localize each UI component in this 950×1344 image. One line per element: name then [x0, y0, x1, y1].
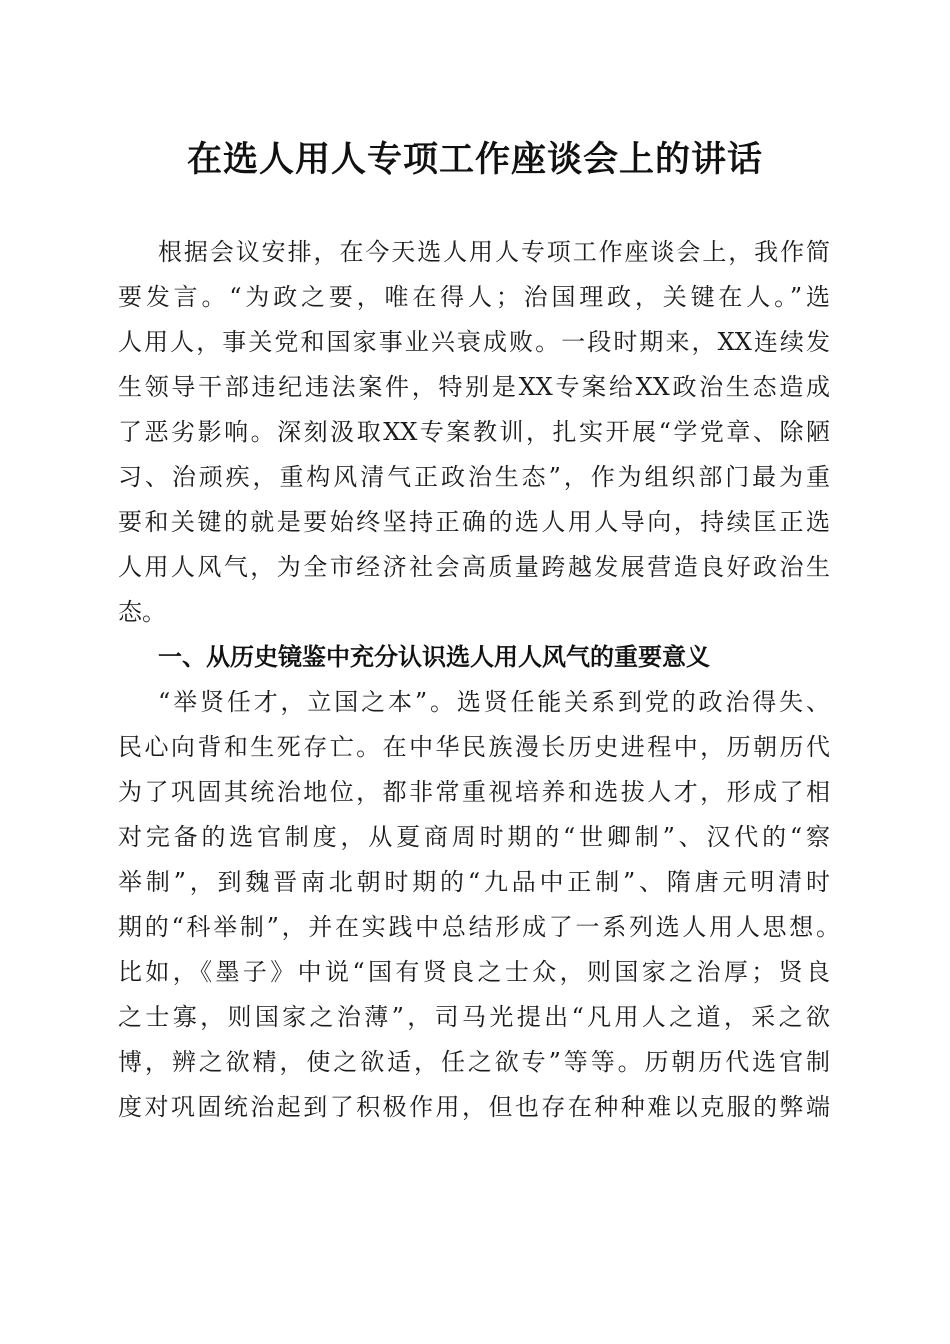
paragraph-line: 要发言。“为政之要，唯在得人；治国理政，关键在人。”选	[118, 283, 830, 311]
paragraph-line: 生领导干部违纪违法案件，特别是XX专案给XX政治生态造成	[118, 373, 830, 401]
paragraph-line: 博，辨之欲精，使之欲适，任之欲专”等等。历朝历代选官制	[118, 1048, 830, 1076]
document-title: 在选人用人专项工作座谈会上的讲话	[186, 139, 763, 180]
paragraph-line: 期的“科举制”，并在实践中总结形成了一系列选人用人思想。	[118, 913, 840, 941]
section-heading: 一、从历史镜鉴中充分认识选人用人风气的重要意义	[158, 643, 710, 671]
paragraph-line: 民心向背和生死存亡。在中华民族漫长历史进程中，历朝历代	[118, 733, 830, 761]
paragraph-line: 了恶劣影响。深刻汲取XX专案教训，扎实开展“学党章、除陋	[118, 418, 830, 446]
paragraph-line: 为了巩固其统治地位，都非常重视培养和选拔人才，形成了相	[118, 778, 830, 806]
paragraph-line: 举制”，到魏晋南北朝时期的“九品中正制”、隋唐元明清时	[118, 868, 830, 896]
paragraph-line: 态。	[118, 598, 166, 626]
paragraph-line: 之士寡，则国家之治薄”，司马光提出“凡用人之道，采之欲	[118, 1003, 830, 1031]
paragraph-line: 习、治顽疾，重构风清气正政治生态”，作为组织部门最为重	[118, 463, 830, 491]
paragraph-line: 比如，《墨子》中说“国有贤良之士众，则国家之治厚；贤良	[118, 958, 830, 986]
paragraph-line: 人用人风气，为全市经济社会高质量跨越发展营造良好政治生	[118, 553, 830, 581]
paragraph-line: 度对巩固统治起到了积极作用，但也存在种种难以克服的弊端	[118, 1093, 830, 1121]
paragraph-line: “举贤任才，立国之本”。选贤任能关系到党的政治得失、	[158, 688, 830, 716]
paragraph-line: 对完备的选官制度，从夏商周时期的“世卿制”、汉代的“察	[118, 823, 830, 851]
paragraph-line: 人用人，事关党和国家事业兴衰成败。一段时期来，XX连续发	[118, 328, 830, 356]
paragraph-line: 要和关键的就是要始终坚持正确的选人用人导向，持续匡正选	[118, 508, 830, 536]
paragraph-line: 根据会议安排，在今天选人用人专项工作座谈会上，我作简	[158, 238, 830, 266]
